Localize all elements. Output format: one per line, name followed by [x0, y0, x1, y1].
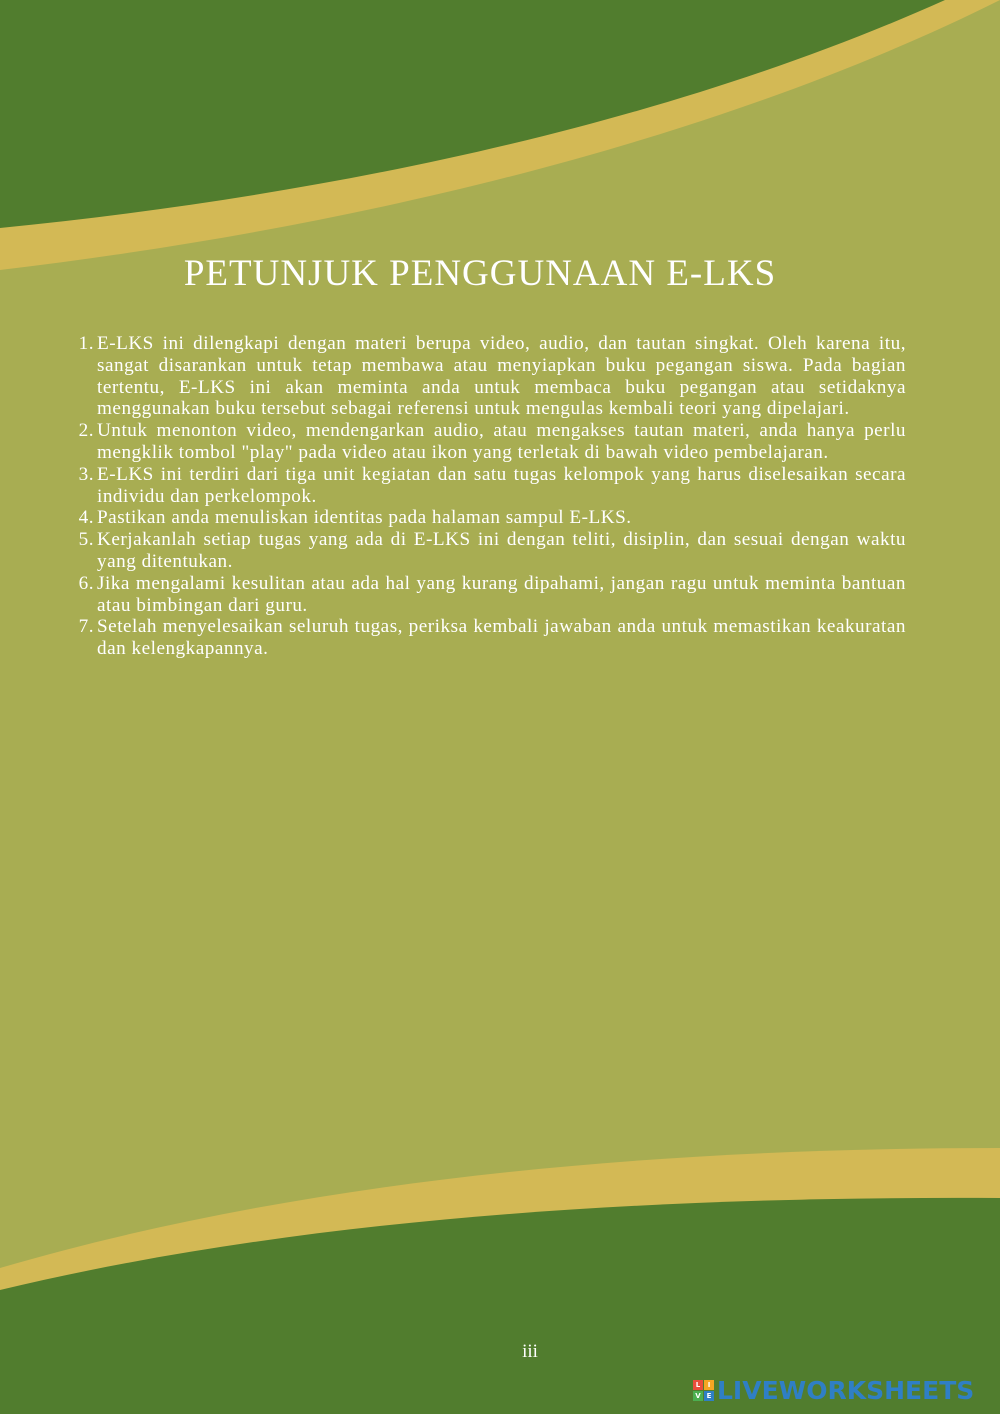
list-item	[70, 333, 906, 420]
top-wave-decoration	[0, 0, 1000, 280]
logo-letter-e: E	[704, 1391, 714, 1401]
item-number: 3.	[78, 463, 94, 485]
item-number: 1.	[78, 333, 94, 354]
liveworksheets-logo[interactable]	[693, 1375, 974, 1405]
liveworksheets-wordmark: LIVEWORKSHEETS	[717, 1375, 975, 1405]
top-green-band	[0, 0, 945, 228]
page-number: iii	[522, 1341, 538, 1362]
item-text: Jika mengalami kesulitan atau ada hal yang kurang dipahami, jangan ragu untuk meminta bantuan atau bimbingan dari guru.	[97, 572, 906, 616]
item-number: 4.	[78, 507, 94, 529]
list-item	[70, 616, 906, 660]
instruction-list	[70, 333, 906, 660]
item-text: Setelah menyelesaikan seluruh tugas, periksa kembali jawaban anda untuk memastikan keakuratan dan kelengkapannya.	[97, 616, 906, 660]
list-item	[70, 573, 906, 617]
item-text: Untuk menonton video, mendengarkan audio, atau mengakses tautan materi, anda hanya perlu mengklik tombol "play" pada video atau ikon yang terletak di bawah video pembelajaran.	[97, 420, 906, 463]
liveworksheets-icon	[693, 1380, 714, 1401]
logo-letter-v: V	[693, 1391, 703, 1401]
item-text: Pastikan anda menuliskan identitas pada halaman sampul E-LKS.	[97, 507, 632, 529]
list-item	[70, 464, 906, 508]
item-number: 7.	[78, 616, 94, 638]
list-item	[70, 420, 906, 464]
logo-letter-i: I	[704, 1380, 714, 1390]
item-number: 6.	[78, 572, 94, 594]
item-number: 2.	[78, 420, 94, 442]
item-text: Kerjakanlah setiap tugas yang ada di E-LKS ini dengan teliti, disiplin, dan sesuai dengan waktu yang ditentukan.	[97, 529, 906, 572]
list-item	[70, 529, 906, 573]
item-text: E-LKS ini terdiri dari tiga unit kegiatan dan satu tugas kelompok yang harus diselesaikan secara individu dan perkelompok.	[97, 463, 906, 507]
bottom-wave-decoration	[0, 1140, 1000, 1414]
list-item	[70, 507, 906, 529]
logo-letter-l: L	[693, 1380, 703, 1390]
item-text: E-LKS ini dilengkapi dengan materi berupa video, audio, dan tautan singkat. Oleh karena itu, sangat disarankan untuk tetap membawa atau menyiapkan buku pegangan siswa. Pada bagian tertentu, E-LKS ini akan meminta anda untuk membaca buku pegangan atau setidaknya menggunakan buku tersebut sebagai referensi untuk mengulas kembali teori yang dipelajari.	[97, 333, 906, 420]
item-number: 5.	[78, 529, 94, 551]
page-title: PETUNJUK PENGGUNAAN E-LKS	[183, 253, 777, 294]
